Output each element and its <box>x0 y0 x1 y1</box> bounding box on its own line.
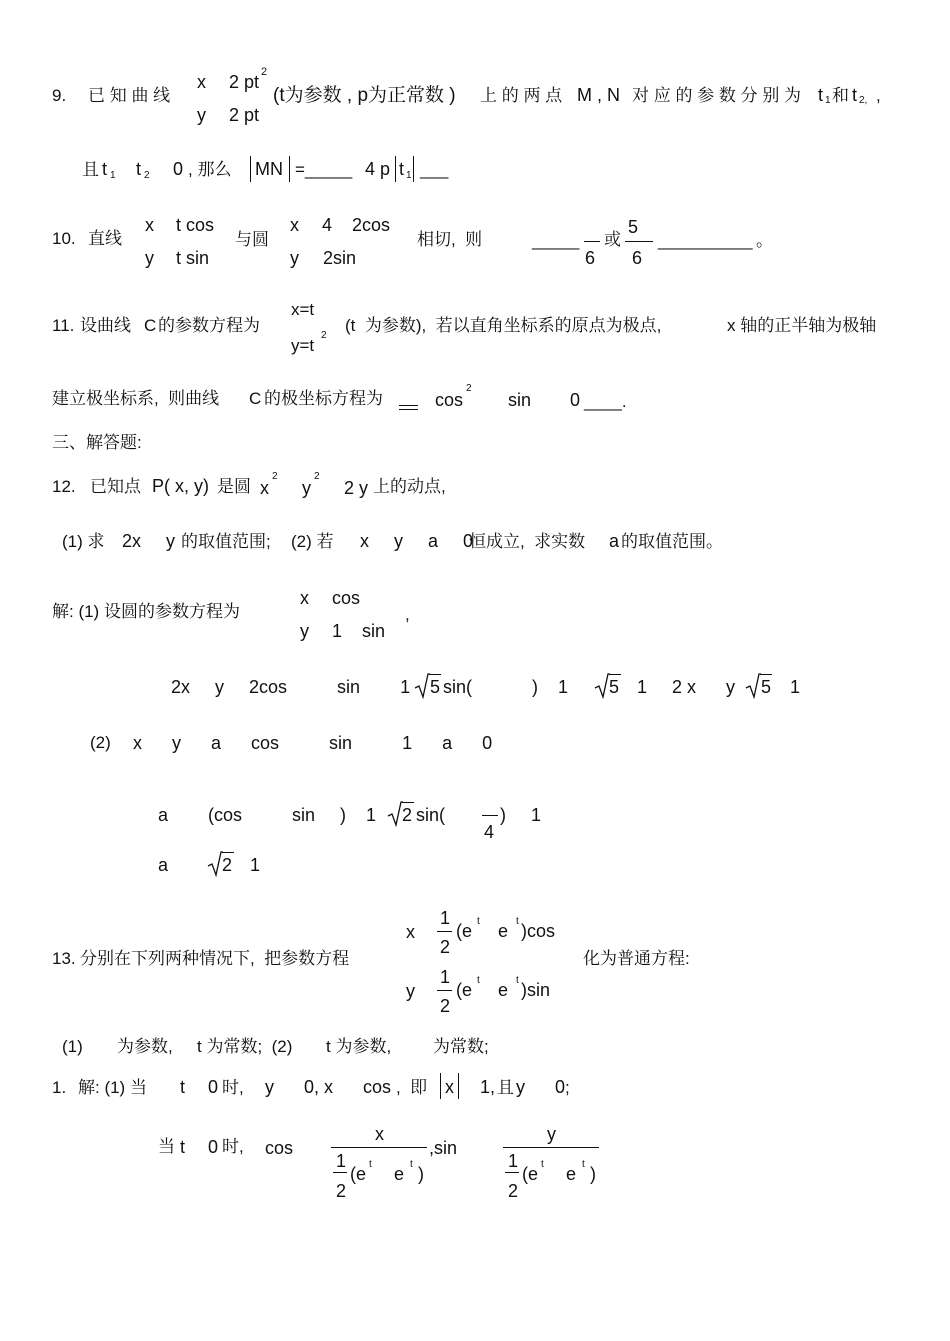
equation-body: e <box>498 980 509 1000</box>
radical-bar <box>429 674 441 675</box>
variable-a: a <box>609 531 620 551</box>
derivation-line: 1 <box>790 677 801 697</box>
radicand: 2 <box>402 805 413 825</box>
superscript: t <box>541 1159 544 1170</box>
superscript: 2 <box>261 66 268 78</box>
question-label: (1) <box>62 1037 83 1056</box>
sqrt-sign <box>594 673 610 699</box>
superscript: t <box>516 975 519 986</box>
radical-bar <box>609 674 621 675</box>
fraction-bar <box>625 241 653 242</box>
question-label: (1) 求 <box>62 532 105 551</box>
fraction-denominator: 2 <box>336 1181 347 1201</box>
superscript: t <box>410 1159 413 1170</box>
derivation-line: 1, <box>480 1077 496 1097</box>
problem-text: 上的动点, <box>373 477 446 496</box>
equation-body: )sin <box>521 980 551 1000</box>
radical-bar <box>402 802 414 803</box>
fraction-numerator: 1 <box>508 1151 519 1171</box>
problem-text: (t 为参数), 若以直角坐标系的原点为极点, <box>345 316 662 335</box>
sqrt-sign <box>745 673 761 699</box>
equation-body: ) <box>590 1164 596 1184</box>
number: 4 <box>322 215 333 235</box>
number: 0 <box>208 1077 219 1097</box>
equation-body: (e <box>522 1164 539 1184</box>
problem-number: 10. <box>52 229 76 248</box>
superscript: t <box>369 1159 372 1170</box>
problem-text: , 那么 <box>188 160 232 179</box>
equation-rhs: 1 sin <box>332 621 386 641</box>
fraction-numerator: 5 <box>628 217 639 237</box>
curve-name: C <box>249 389 262 408</box>
punctuation: ; <box>565 1078 570 1097</box>
fraction-bar <box>503 1147 599 1148</box>
abs-bar-left <box>395 156 396 182</box>
variable-t1: t <box>818 85 824 105</box>
fraction-numerator: 1 <box>336 1151 347 1171</box>
problem-text: 为常数; <box>433 1037 489 1056</box>
abs-bar-right <box>413 156 414 182</box>
fraction-numerator: 1 <box>440 908 451 928</box>
superscript: 2 <box>314 471 320 482</box>
problem-text: 和 <box>832 86 849 105</box>
superscript: 2 <box>466 383 472 394</box>
equation-y: y <box>300 621 309 641</box>
equation-x: x <box>290 215 299 235</box>
parameter-note: (t为参数 , p为正常数 ) <box>273 85 456 106</box>
solution-text: 时, <box>222 1078 244 1097</box>
derivation-line: y 0 <box>516 1077 566 1097</box>
punctuation: , <box>405 605 410 624</box>
subscript: 1 <box>825 95 831 106</box>
equation-body: e <box>394 1164 405 1184</box>
subscript: 2, <box>859 95 868 106</box>
problem-number: 11. <box>52 316 75 335</box>
problem-text: 与圆 <box>235 230 269 249</box>
derivation-line: sin( ) 1 <box>443 677 569 697</box>
problem-text: 对 应 的 参 数 分 别 为 <box>632 86 802 105</box>
question-label: (2) <box>90 733 111 752</box>
equation-body: (e <box>350 1164 367 1184</box>
problem-number: 13. <box>52 949 76 968</box>
problem-text: 化为普通方程: <box>583 949 690 968</box>
equation-body: e <box>566 1164 577 1184</box>
derivation-line: x y a cos sin 1 a 0 <box>133 733 493 753</box>
solution-text: 时, <box>222 1137 244 1156</box>
radical-bar <box>760 674 772 675</box>
equation-body: e <box>498 921 509 941</box>
equation-x: x <box>406 922 415 942</box>
equation: x=t <box>291 300 315 319</box>
radical-bar <box>222 852 234 853</box>
variable-t: t <box>180 1137 186 1157</box>
answer-blank: _____ <box>532 231 580 250</box>
sqrt-sign <box>387 801 403 827</box>
sqrt-sign <box>414 673 430 699</box>
problem-text: x 轴的正半轴为极轴 <box>727 316 877 335</box>
fraction-bar <box>437 931 452 932</box>
solution-text: 当 <box>158 1137 175 1156</box>
equation-rhs: 2cos <box>352 215 391 235</box>
problem-text: 已知点 <box>90 477 141 496</box>
derivation-line: a (cos sin ) 1 <box>158 805 377 825</box>
solution-text: 且 <box>497 1078 514 1097</box>
variable-t1: t <box>102 159 108 179</box>
solution-text: 解: (1) 设圆的参数方程为 <box>52 602 240 621</box>
equation-y: y <box>145 248 154 268</box>
fraction-bar <box>437 990 452 991</box>
expression: 2x y <box>122 531 176 551</box>
answer-blank: ___ <box>420 160 449 179</box>
answer-blank: =_____ <box>295 160 353 179</box>
problem-text: 相切, 则 <box>417 230 483 249</box>
fraction-denominator: 6 <box>585 248 596 268</box>
problem-text: 上 的 两 点 <box>480 86 563 105</box>
equation-body: (e <box>456 921 473 941</box>
question-label: (2) 若 <box>291 532 334 551</box>
equation-rhs: 2sin <box>323 248 357 268</box>
equation-x: x <box>145 215 154 235</box>
equation-rhs: t sin <box>176 248 210 268</box>
variable-t1: t <box>399 159 405 179</box>
problem-text: 已 知 曲 线 <box>88 86 171 105</box>
problem-text: t 为参数, <box>326 1037 392 1056</box>
equation-term: y <box>302 478 311 498</box>
abs-bar-right <box>289 156 290 182</box>
superscript: 2 <box>272 471 278 482</box>
problem-text: 且 <box>82 160 99 179</box>
derivation-line: ) 1 <box>500 805 542 825</box>
answer-underline <box>399 409 418 410</box>
number: 0 <box>570 390 581 410</box>
abs-bar-left <box>250 156 251 182</box>
equation-rhs: 2 pt <box>229 72 260 92</box>
fraction-bar <box>482 815 498 816</box>
equation-rhs: t cos <box>176 215 215 235</box>
variable-t: t <box>180 1077 186 1097</box>
punctuation: , <box>876 86 881 105</box>
fraction-numerator: x <box>375 1124 384 1144</box>
equation-term: cos <box>435 390 464 410</box>
equation-term: 2 y <box>344 478 369 498</box>
curve-name: C <box>144 316 157 335</box>
problem-text: 的取值范围; <box>181 532 271 551</box>
number: 0 <box>173 159 184 179</box>
abs-bar-left <box>440 1073 441 1099</box>
problem-text: 恒成立, 求实数 <box>469 532 586 551</box>
fraction-bar <box>333 1172 347 1173</box>
radicand: 5 <box>609 677 620 697</box>
expression: x y a 0 <box>360 531 474 551</box>
variable-x: x <box>445 1077 454 1097</box>
problem-text: 的极坐标方程为 <box>264 389 383 408</box>
answer-underline <box>399 405 418 406</box>
equation-x: x <box>197 72 206 92</box>
derivation-line: sin( <box>416 805 446 825</box>
equation-rhs: 2 pt <box>229 105 260 125</box>
fraction-bar <box>584 241 600 242</box>
section-heading: 三、解答题: <box>52 433 142 452</box>
fraction-bar <box>331 1147 427 1148</box>
radicand: 5 <box>761 677 772 697</box>
subscript: 1 <box>406 170 412 181</box>
equation-body: ) <box>418 1164 424 1184</box>
superscript: t <box>516 916 519 927</box>
equation-term: x <box>260 478 269 498</box>
superscript: t <box>582 1159 585 1170</box>
fraction-numerator: 1 <box>440 967 451 987</box>
problem-text: 的参数方程为 <box>158 316 260 335</box>
problem-text: 是圆 <box>217 477 251 496</box>
solution-text: 解: (1) 当 <box>78 1078 147 1097</box>
fraction-denominator: 2 <box>440 937 451 957</box>
fraction-numerator: y <box>547 1124 556 1144</box>
derivation-line: 1 <box>250 855 261 875</box>
problem-text: 建立极坐标系, 则曲线 <box>52 389 220 408</box>
radicand: 5 <box>430 677 441 697</box>
solution-text: , 即 <box>396 1078 428 1097</box>
problem-text: 直线 <box>88 229 122 248</box>
equation-x: x <box>300 588 309 608</box>
variable-t2: t <box>136 159 142 179</box>
equation-y: y <box>406 981 415 1001</box>
problem-number: 12. <box>52 477 76 496</box>
derivation-line: y 0, x cos <box>265 1077 392 1097</box>
equation-rhs: cos <box>332 588 361 608</box>
fraction-denominator: 4 <box>484 822 495 842</box>
problem-text: t 为常数; (2) <box>197 1037 293 1056</box>
points-mn: M , N <box>577 85 620 105</box>
problem-text: 为参数, <box>117 1037 173 1056</box>
derivation-line: ,sin <box>429 1138 458 1158</box>
subscript: 1 <box>110 170 116 181</box>
equation-body: (e <box>456 980 473 1000</box>
number: 0 <box>208 1137 219 1157</box>
answer-blank: ____. <box>584 392 627 411</box>
derivation-line: cos <box>265 1138 294 1158</box>
abs-bar-right <box>458 1073 459 1099</box>
problem-text: 或 <box>604 230 621 249</box>
subscript: 2 <box>144 170 150 181</box>
derivation-line: a <box>158 855 169 875</box>
point-p: P( x, y) <box>152 476 209 496</box>
answer-blank: __________ <box>658 231 753 250</box>
segment-mn: MN <box>255 159 283 179</box>
equation-term: sin <box>508 390 532 410</box>
equation-y: y <box>290 248 299 268</box>
equation-body: )cos <box>521 921 556 941</box>
radicand: 2 <box>222 855 233 875</box>
equation-y: y <box>197 105 206 125</box>
superscript: t <box>477 916 480 927</box>
fraction-bar <box>505 1172 519 1173</box>
answer-value: 4 p <box>365 159 391 179</box>
punctuation: 。 <box>756 231 773 250</box>
superscript: t <box>477 975 480 986</box>
superscript: 2 <box>321 330 327 341</box>
sqrt-sign <box>207 851 223 877</box>
problem-text: 设曲线 <box>80 316 131 335</box>
fraction-denominator: 6 <box>632 248 643 268</box>
solution-number: 1. <box>52 1078 67 1097</box>
equation: y=t <box>291 336 315 355</box>
variable-t2: t <box>852 85 858 105</box>
problem-text: 分别在下列两种情况下, 把参数方程 <box>80 949 350 968</box>
fraction-denominator: 2 <box>508 1181 519 1201</box>
problem-number: 9. <box>52 86 67 105</box>
fraction-denominator: 2 <box>440 996 451 1016</box>
derivation-line: 2x y 2cos sin 1 <box>171 677 411 697</box>
problem-text: 的取值范围。 <box>621 532 723 551</box>
derivation-line: 1 2 x y <box>637 677 736 697</box>
